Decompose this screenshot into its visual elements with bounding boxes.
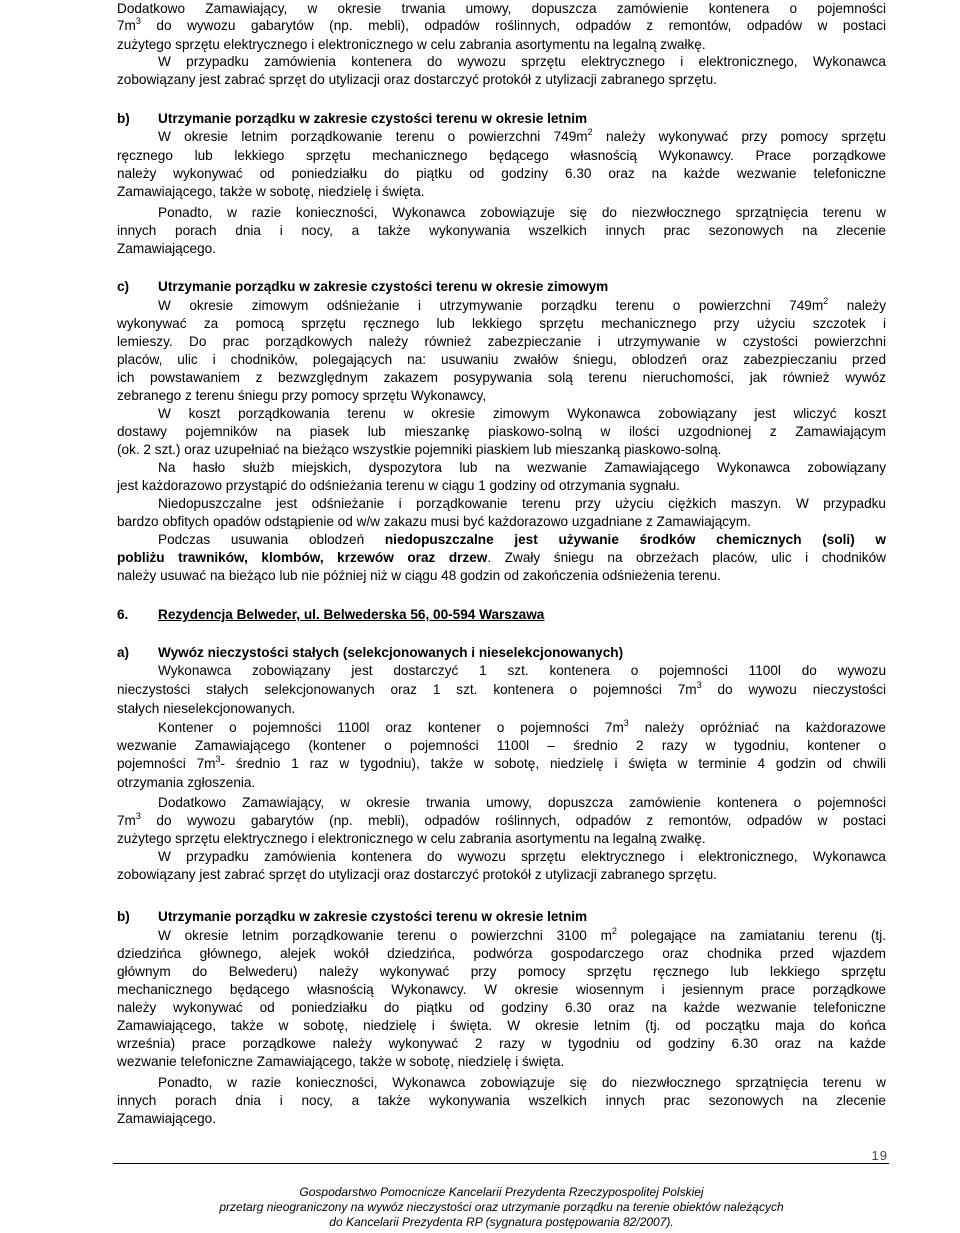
paragraph-line: Kontener o pojemności 1100l oraz kontener o pojemności $7m^3$ należy opróżniać na każdorazowe (158, 718, 886, 735)
paragraph-line: Dodatkowo Zamawiający, w okresie trwania umowy, dopuszcza zamówienie kontenera o pojemności (158, 795, 886, 810)
paragraph-line: Ponadto, w razie konieczności, Wykonawca zobowiązuje się do niezwłocznego sprzątnięcia terenu w (158, 1075, 886, 1090)
page-number: 19 (871, 1148, 888, 1163)
paragraph-line: Wykonawca zobowiązany jest dostarczyć 1 szt. kontenera o pojemności 1100l do wywozu (158, 663, 886, 678)
section-label: a) (117, 645, 130, 660)
paragraph-line: zebranego z terenu śniegu przy pomocy sprzętu Wykonawcy, (117, 388, 487, 403)
paragraph-line: wezwanie Zamawiającego (kontener o pojemności 1100l – średnio 2 razy w tygodniu, kontener o (117, 738, 886, 753)
footer-line: przetarg nieograniczony na wywóz nieczystości oraz utrzymanie porządku na terenie obiektów należących (219, 1200, 784, 1214)
section-heading: Rezydencja Belweder, ul. Belwederska 56, 00-594 Warszawa (158, 607, 545, 622)
paragraph-line: zobowiązany jest zabrać sprzęt do utylizacji oraz dostarczyć protokół z utylizacji zabranego sprzętu. (117, 72, 717, 87)
paragraph-line: pobliżu trawników, klombów, krzewów oraz drzew. Zwały śniegu na obrzeżach placów, ulic i chodników (117, 550, 886, 565)
paragraph-line: września) prace porządkowe należy wykonywać 2 razy w tygodniu od godziny 6.30 oraz na każde (117, 1036, 886, 1051)
paragraph-line: nieczystości stałych selekcjonowanych oraz 1 szt. kontenera o pojemności $7m^3$ do wywozu nieczystości (117, 680, 886, 697)
section-label: b) (117, 111, 130, 126)
paragraph-line: W okresie letnim porządkowanie terenu o powierzchni 3100 $m^2$ polegające na zamiataniu terenu (tj. (158, 926, 886, 943)
paragraph-line: $7m^3$ do wywozu gabarytów (np. mebli), odpadów roślinnych, odpadów z remontów, odpadów w postaci (117, 16, 886, 33)
paragraph-line: Podczas usuwania oblodzeń niedopuszczalne jest używanie środków chemicznych (soli) w (158, 532, 886, 547)
section-label: c) (117, 279, 130, 294)
paragraph-line: Zamawiającego, także w sobotę, niedzielę i święta. W okresie letnim (tj. od początku maja do końca (117, 1018, 886, 1033)
section-label: b) (117, 909, 130, 924)
paragraph-line: mechanicznego będącego własnością Wykonawcy. W okresie wiosennym i jesiennym prace porządkowe (117, 982, 886, 997)
paragraph-line: $7m^3$ do wywozu gabarytów (np. mebli), odpadów roślinnych, odpadów z remontów, odpadów w postaci (117, 811, 886, 828)
paragraph-line: Zamawiającego, także w sobotę, niedzielę i święta. (117, 184, 425, 199)
paragraph-line: Ponadto, w razie konieczności, Wykonawca zobowiązuje się do niezwłocznego sprzątnięcia terenu w (158, 205, 886, 220)
footer-divider (113, 1163, 889, 1164)
footer-line: do Kancelarii Prezydenta RP (sygnatura postępowania 82/2007). (329, 1215, 674, 1229)
section-title: Utrzymanie porządku w zakresie czystości terenu w okresie letnim (158, 909, 588, 924)
section-number: 6. (117, 607, 129, 622)
paragraph-line: W przypadku zamówienia kontenera do wywozu sprzętu elektrycznego i elektronicznego, Wykonawca (158, 849, 886, 864)
paragraph-line: zużytego sprzętu elektrycznego i elektronicznego w celu zabrania asortymentu na legalną zwałkę. (117, 37, 706, 52)
paragraph-line: zobowiązany jest zabrać sprzęt do utylizacji oraz dostarczyć protokół z utylizacji zabranego sprzętu. (117, 867, 717, 882)
paragraph-line: stałych nieselekcjonowanych. (117, 701, 296, 716)
footer-line: Gospodarstwo Pomocnicze Kancelarii Prezydenta Rzeczypospolitej Polskiej (299, 1185, 704, 1199)
paragraph-line: bardzo obfitych opadów odstąpienie od w/w zakazu musi być każdorazowo uzgadniane z Zamawiającym. (117, 514, 751, 529)
paragraph-line: wezwanie telefoniczne Zamawiającego, także w sobotę, niedzielę i święta. (117, 1054, 565, 1069)
paragraph-line: innych porach dnia i nocy, a także wykonywania wszelkich innych prac sezonowych na zlecenie (117, 223, 886, 238)
section-title: Utrzymanie porządku w zakresie czystości terenu w okresie letnim (158, 111, 588, 126)
paragraph-line: W przypadku zamówienia kontenera do wywozu sprzętu elektrycznego i elektronicznego, Wykonawca (158, 54, 886, 69)
paragraph-line: Zamawiającego. (117, 241, 216, 256)
paragraph-line: Na hasło służb miejskich, dyspozytora lub na wezwanie Zamawiającego Wykonawca zobowiązany (158, 460, 886, 475)
paragraph-line: dostawy pojemników na piasek lub mieszankę piaskowo-solną w ilości uzgodnionej z Zamawiającym (117, 424, 886, 439)
paragraph-line: W okresie zimowym odśnieżanie i utrzymywanie porządku terenu o powierzchni $749m^2$ należy (158, 296, 886, 313)
paragraph-line: jest każdorazowo przystąpić do odśnieżania terenu w ciągu 1 godziny od otrzymania sygnału. (117, 478, 680, 493)
paragraph-line: głównym do Belwederu) należy wykonywać przy pomocy sprzętu ręcznego lub lekkiego sprzętu (117, 964, 886, 979)
paragraph-line: należy wykonywać od poniedziałku do piątku od godziny 6.30 oraz na każde wezwanie telefoniczne (117, 166, 886, 181)
section-title: Wywóz nieczystości stałych (selekcjonowanych i nieselekcjonowanych) (158, 645, 624, 660)
paragraph-line: Niedopuszczalne jest odśnieżanie i porządkowanie terenu przy użyciu ciężkich maszyn. W przypadku (158, 496, 886, 511)
paragraph-line: należy wykonywać od poniedziałku do piątku od godziny 6.30 oraz na każde wezwanie telefoniczne (117, 1000, 886, 1015)
paragraph-line: W koszt porządkowania terenu w okresie zimowym Wykonawca zobowiązany jest wliczyć koszt (158, 406, 886, 421)
paragraph-line: Dodatkowo Zamawiający, w okresie trwania umowy, dopuszcza zamówienie kontenera o pojemności (117, 1, 886, 16)
paragraph-line: innych porach dnia i nocy, a także wykonywania wszelkich innych prac sezonowych na zlecenie (117, 1093, 886, 1108)
paragraph-line: dziedzińca głównego, alejek wokół dziedzińca, podwórza gospodarczego oraz chodnika przed wjazdem (117, 946, 886, 961)
paragraph-line: ręcznego lub lekkiego sprzętu mechanicznego będącego własnością Wykonawcy. Prace porządkowe (117, 148, 886, 163)
paragraph-line: zużytego sprzętu elektrycznego i elektronicznego w celu zabrania asortymentu na legalną zwałkę. (117, 831, 706, 846)
paragraph-line: wykonywać za pomocą sprzętu ręcznego lub lekkiego sprzętu mechanicznego przy użyciu szczotek i (117, 316, 886, 331)
paragraph-line: placów, ulic i chodników, polegających na: usuwaniu zwałów śniegu, oblodzeń oraz zabezpieczaniu przed (117, 352, 886, 367)
paragraph-line: otrzymania zgłoszenia. (117, 775, 256, 790)
paragraph-line: ich powstawaniem z bezwzględnym zakazem posypywania solą terenu nieruchomości, jak również wywóz (117, 370, 886, 385)
paragraph-line: Zamawiającego. (117, 1111, 216, 1126)
paragraph-line: (ok. 2 szt.) oraz uzupełniać na bieżąco wszystkie pojemniki piaskiem lub mieszanką piaskowo-solną. (117, 442, 722, 457)
paragraph-line: należy usuwać na bieżąco lub nie później niż w ciągu 48 godzin od zakończenia odśnieżenia terenu. (117, 568, 721, 583)
paragraph-line: W okresie letnim porządkowanie terenu o powierzchni $749m^2$ należy wykonywać przy pomocy sprzętu (158, 127, 886, 144)
paragraph-line: lemieszy. Do prac porządkowych należy również zabezpieczanie i utrzymywanie w czystości powierzchni (117, 334, 886, 349)
section-title: Utrzymanie porządku w zakresie czystości terenu w okresie zimowym (158, 279, 609, 294)
paragraph-line: pojemności $7m^3-$ średnio 1 raz w tygodniu), także w sobotę, niedzielę i święta w terminie 4 godzin od chwili (117, 754, 886, 771)
